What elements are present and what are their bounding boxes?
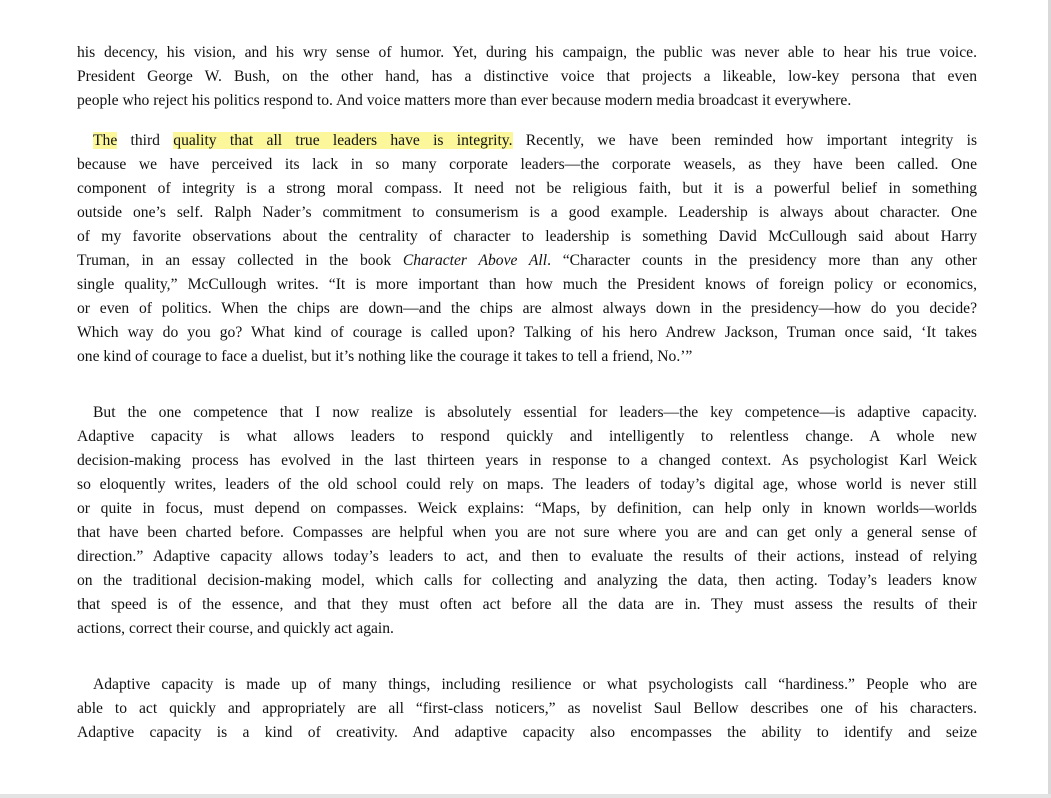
text-line: or quite in focus, must depend on compasses. Weick explains: “Maps, by definition, can help only in known worlds—worlds (77, 500, 977, 517)
paragraph-4 (77, 673, 977, 745)
paragraph-2 (77, 129, 977, 369)
text-line: Adaptive capacity is made up of many things, including resilience or what psychologists call “hardiness.” People who are (93, 676, 977, 693)
text-line: of my favorite observations about the centrality of character to leadership is something David McCullough said about Harry (77, 228, 977, 245)
paragraph-1 (77, 41, 977, 113)
text-line: on the traditional decision-making model, which calls for collecting and analyzing the data, then acting. Today’s leaders know (77, 572, 977, 589)
text-line (77, 129, 977, 153)
text-run: Truman, in an essay collected in the book (77, 252, 403, 269)
text-line: component of integrity is a strong moral compass. It need not be religious faith, but it is a powerful belief in something (77, 180, 977, 197)
highlighted-text[interactable]: The (93, 132, 118, 149)
text-line: outside one’s self. Ralph Nader’s commitment to consumerism is a good example. Leadership is always about character. One (77, 204, 977, 221)
text-line: Adaptive capacity is a kind of creativity. And adaptive capacity also encompasses the ability to identify and seize (77, 724, 977, 741)
text-line: able to act quickly and appropriately are all “first-class noticers,” as novelist Saul Bellow describes one of his characters. (77, 700, 977, 717)
text-line: that speed is of the essence, and that they must often act before all the data are in. They must assess the results of their (77, 596, 977, 613)
text-line (77, 249, 977, 273)
text-line: or even of politics. When the chips are down—and the chips are almost always down in the presidency—how do you decide? (77, 300, 977, 317)
page-bottom-divider (0, 794, 1051, 798)
text-run: . “Character counts in the presidency more than any other (547, 252, 977, 269)
text-line: people who reject his politics respond to. And voice matters more than ever because modern media broadcast it everywhere. (77, 92, 852, 109)
text-line: that have been charted before. Compasses are helpful when you are not sure where you are and can get only a general sense of (77, 524, 977, 541)
text-line: Which way do you go? What kind of courage is called upon? Talking of his hero Andrew Jackson, Truman once said, ‘It takes (77, 324, 977, 341)
text-line: one kind of courage to face a duelist, but it’s nothing like the courage it takes to tell a friend, No.’” (77, 348, 693, 365)
text-line: direction.” Adaptive capacity allows today’s leaders to act, and then to evaluate the results of their actions, instead of relying (77, 548, 977, 565)
highlighted-text[interactable]: quality that all true leaders have is integrity. (173, 132, 513, 149)
text-line: Adaptive capacity is what allows leaders to respond quickly and intelligently to relentless change. A whole new (77, 428, 977, 445)
text-run: third (117, 132, 174, 149)
text-line: But the one competence that I now realize is absolutely essential for leaders—the key competence—is adaptive capacity. (93, 404, 977, 421)
book-title: Character Above All (402, 252, 548, 269)
text-line: his decency, his vision, and his wry sense of humor. Yet, during his campaign, the public was never able to hear his true voice. (77, 44, 977, 61)
text-line: President George W. Bush, on the other hand, has a distinctive voice that projects a likeable, low-key persona that even (77, 68, 977, 85)
text-line: decision-making process has evolved in the last thirteen years in response to a changed context. As psychologist Karl Weick (77, 452, 977, 469)
text-line: so eloquently writes, leaders of the old school could rely on maps. The leaders of today’s digital age, whose world is never still (77, 476, 977, 493)
text-line: actions, correct their course, and quickly act again. (77, 620, 394, 637)
text-line: because we have perceived its lack in so many corporate leaders—the corporate weasels, as they have been called. One (77, 156, 977, 173)
text-line: single quality,” McCullough writes. “It is more important than how much the President knows of foreign policy or economics, (77, 276, 977, 293)
paragraph-3 (77, 401, 977, 641)
text-run: Recently, we have been reminded how important integrity is (512, 132, 978, 149)
